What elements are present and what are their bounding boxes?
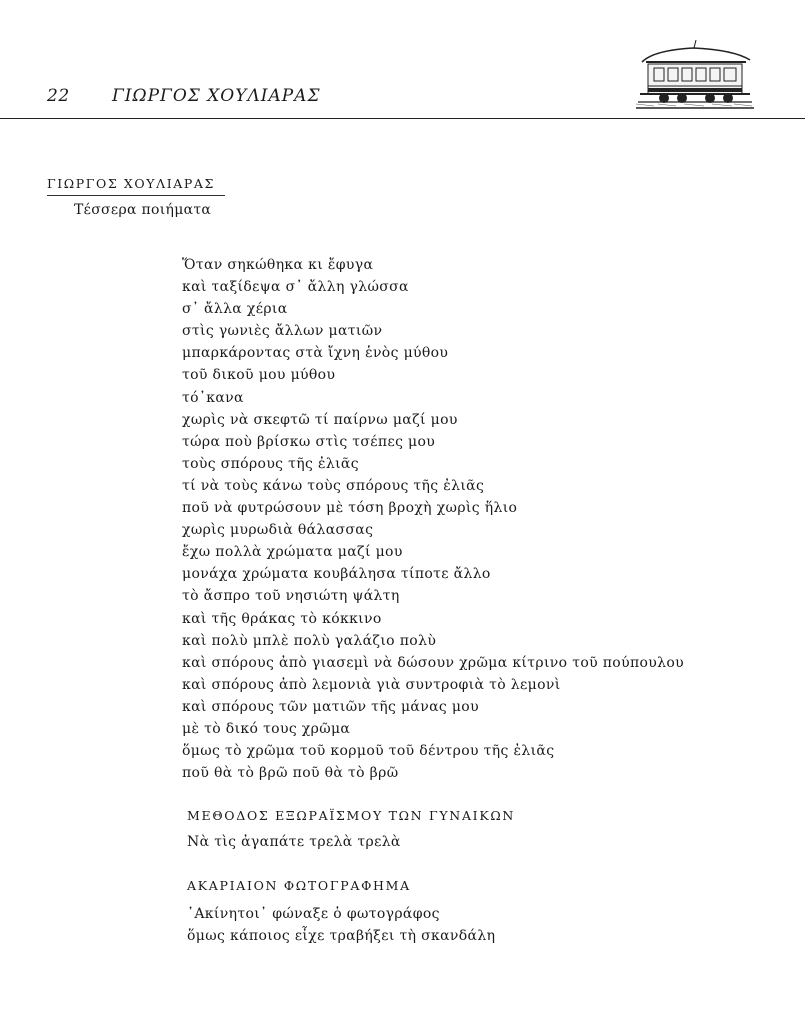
poem-line: τό᾽κανα	[182, 389, 244, 406]
poem-line: καὶ σπόρους ἀπὸ γιασεμὶ νὰ δώσουν χρῶμα κίτρινο τοῦ πούπουλου	[182, 654, 685, 671]
tram-icon	[634, 40, 756, 114]
poem-line: τοὺς σπόρους τῆς ἐλιᾶς	[182, 455, 359, 472]
poem-line: τὸ ἄσπρο τοῦ νησιώτη ψάλτη	[182, 588, 400, 605]
poem-line: καὶ σπόρους ἀπὸ λεμονιὰ γιὰ συντροφιὰ τὸ λεμονὶ	[182, 676, 561, 693]
running-title: ΓΙΩΡΓΟΣ ΧΟΥΛΙΑΡΑΣ	[112, 86, 321, 106]
poem-line: χωρὶς μυρωδιὰ θάλασσας	[182, 522, 374, 539]
poem	[182, 254, 684, 784]
poem-line: μονάχα χρώματα κουβάλησα τίποτε ἄλλο	[182, 566, 491, 583]
section-line: ὅμως κάποιος εἶχε τραβήξει τὴ σκανδάλη	[187, 928, 496, 944]
section-heading: ΜΕΘΟΔΟΣ ΕΞΩΡΑΪΣΜΟΥ ΤΩΝ ΓΥΝΑΙΚΩΝ	[187, 808, 516, 823]
author-underline	[47, 195, 225, 196]
poem-line: καὶ σπόρους τῶν ματιῶν τῆς μάνας μου	[182, 698, 479, 715]
poem-line: στὶς γωνιὲς ἄλλων ματιῶν	[182, 323, 383, 340]
poem-line: τοῦ δικοῦ μου μύθου	[182, 367, 336, 384]
poem-line: τώρα ποὺ βρίσκω στὶς τσέπες μου	[182, 433, 436, 450]
page-header	[0, 0, 805, 122]
poem-line: Ὅταν σηκώθηκα κι ἔφυγα	[182, 257, 374, 273]
poem-line: σ᾽ ἄλλα χέρια	[182, 301, 288, 318]
collection-title: Τέσσερα ποιήματα	[74, 202, 212, 218]
page-number: 22	[47, 86, 70, 106]
poem-line: καὶ τῆς θράκας τὸ κόκκινο	[182, 610, 382, 627]
poem-line: καὶ πολὺ μπλὲ πολὺ γαλάζιο πολὺ	[182, 632, 437, 649]
poem-line: μπαρκάροντας στὰ ἴχνη ἑνὸς μύθου	[182, 345, 449, 362]
poem-line: ποῦ θὰ τὸ βρῶ ποῦ θὰ τὸ βρῶ	[182, 765, 399, 782]
poem-line: χωρὶς νὰ σκεφτῶ τί παίρνω μαζί μου	[182, 411, 458, 428]
poem-line: μὲ τὸ δικό τους χρῶμα	[182, 720, 351, 737]
author-name: ΓΙΩΡΓΟΣ ΧΟΥΛΙΑΡΑΣ	[47, 176, 215, 191]
poem-line: ὅμως τὸ χρῶμα τοῦ κορμοῦ τοῦ δέντρου τῆς ἐλιᾶς	[182, 743, 555, 760]
poem-line: καὶ ταξίδεψα σ᾽ ἄλλη γλώσσα	[182, 279, 409, 296]
section-heading: ΑΚΑΡΙΑΙΟΝ ΦΩΤΟΓΡΑΦΗΜΑ	[187, 878, 411, 893]
poem-line: ἔχω πολλὰ χρώματα μαζί μου	[182, 544, 403, 561]
poem-line: ποῦ νὰ φυτρώσουν μὲ τόση βροχὴ χωρὶς ἥλιο	[182, 500, 518, 517]
section-line: Νὰ τὶς ἀγαπάτε τρελὰ τρελὰ	[187, 834, 401, 850]
header-rule	[0, 118, 805, 119]
poem-line: τί νὰ τοὺς κάνω τοὺς σπόρους τῆς ἐλιᾶς	[182, 477, 485, 494]
section-line: ᾽Ακίνητοι᾽ φώναξε ὁ φωτογράφος	[187, 906, 440, 922]
